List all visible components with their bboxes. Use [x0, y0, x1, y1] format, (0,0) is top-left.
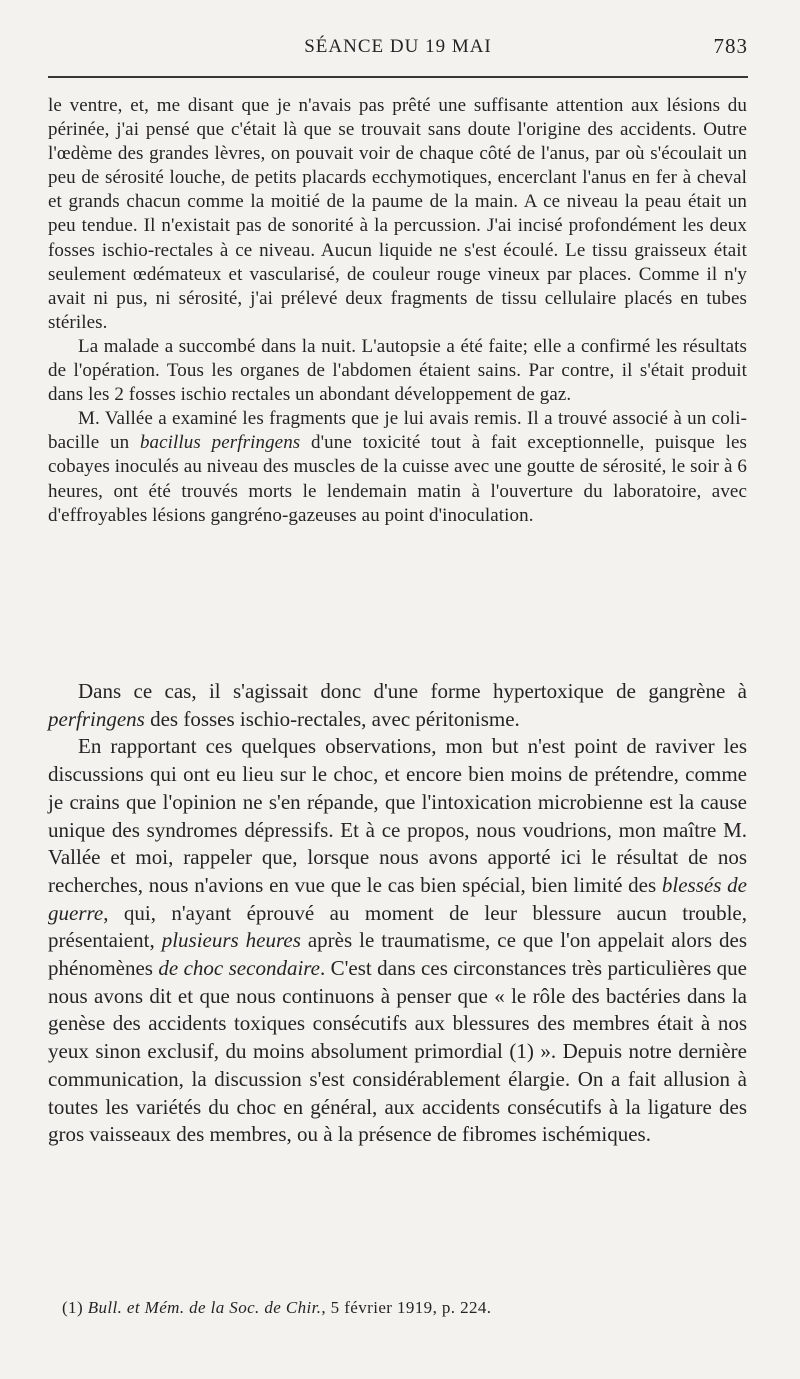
emphasis: plusieurs heures [161, 928, 301, 953]
emphasis: de choc secondaire [158, 956, 320, 981]
paragraph: La malade a succombé dans la nuit. L'autopsie a été faite; elle a confirmé les résultats de l'opération. Tous les organes de l'abdomen étaient sains. Par contre, il s'était produit dans les 2 fosses ischio rectales un abondant développement de gaz. [48, 335, 747, 406]
text-run: Dans ce cas, il s'agissait donc d'une forme hypertoxique de gangrène à [78, 679, 747, 703]
paragraph [48, 407, 747, 527]
text-run: En rapportant ces quelques observations, mon but n'est point de raviver les discussions qui ont eu lieu sur le choc, et encore bien moins de prétendre, comme je crains que l'opinion ne s'en répande, que l'intoxication microbienne est la cause unique des syndromes dépressifs. Et à ce propos, nous voudrions, mon maître M. Vallée et moi, rappeler que, lorsque nous avons apporté ici le résultat de nos recherches, nous n'avions en vue que le cas bien spécial, bien limité des [48, 734, 747, 897]
paragraph [48, 678, 747, 733]
header-rule [48, 76, 748, 78]
text-run: après le traumatisme, ce que l'on appelait alors des phénomènes [48, 928, 748, 981]
text-run: d'une toxicité tout à fait exceptionnelle, puisque les cobayes inoculés au niveau des muscles de la cuisse avec une goutte de sérosité, le soir à 6 heures, ont été trouvés morts le lendemain matin à l'ouverture du laboratoire, avec d'effroyables lésions gangréno-gazeuses au point d'inoculation. [48, 432, 747, 526]
paragraph: le ventre, et, me disant que je n'avais pas prêté une suffisante attention aux lésions du périnée, j'ai pensé que c'était là que se trouvait sans doute l'origine des accidents. Outre l'œdème des grandes lèvres, on pouvait voir de chaque côté de l'anus, par où s'écoulait un peu de sérosité louche, de petits placards ecchymotiques, encerclant l'anus en fer à cheval et grands chacun comme la moitié de la paume de la main. A ce niveau la peau était un peu tendue. Il n'existait pas de sonorité à la percussion. J'ai incisé profondément les deux fosses ischio-rectales à ce niveau. Aucun liquide ne s'est écoulé. Le tissu graisseux était seulement œdémateux et vascularisé, de couleur rouge vineux par places. Comme il n'y avait ni pus, ni sérosité, j'ai prélevé deux fragments de tissu cellulaire placés en tubes stériles. [48, 95, 747, 333]
footnote-rest: , 5 février 1919, p. 224. [321, 1298, 492, 1317]
text-run: . C'est dans ces circonstances très particulières que nous avons dit et que nous continuons à penser que « le rôle des bactéries dans la genèse des accidents toxiques consécutifs aux blessures des membres était à nos yeux sinon exclusif, du moins absolument primordial (1) ». Depuis notre dernière communication, la discussion s'est considérablement élargie. On a fait allusion à toutes les variétés du choc en général, aux accidents consécutifs à la ligature des gros vaisseaux des membres, ou à la présence de fibromes ischémiques. [48, 956, 747, 1147]
running-header [48, 32, 748, 62]
emphasis: bacillus perfringens [139, 432, 301, 454]
paragraph [48, 733, 747, 1149]
footnote-number: (1) [62, 1298, 84, 1317]
footnote-citation: Bull. et Mém. de la Soc. de Chir. [87, 1298, 322, 1317]
case-report-text [48, 94, 747, 528]
text-run: M. Vallée a examiné les fragments que je lui avais remis. Il a trouvé associé à un coli-bacille un [48, 408, 747, 454]
page-number: 783 [713, 34, 748, 58]
running-title: SÉANCE DU 19 MAI [304, 36, 492, 57]
text-run: des fosses ischio-rectales, avec péritonisme. [144, 706, 520, 731]
text-run: , qui, n'ayant éprouvé au moment de leur blessure aucun trouble, présentaient, [48, 900, 747, 953]
emphasis: perfringens [48, 706, 145, 731]
discussion-text [48, 678, 747, 1149]
emphasis: blessés de guerre [48, 872, 747, 925]
footnote [62, 1298, 491, 1318]
